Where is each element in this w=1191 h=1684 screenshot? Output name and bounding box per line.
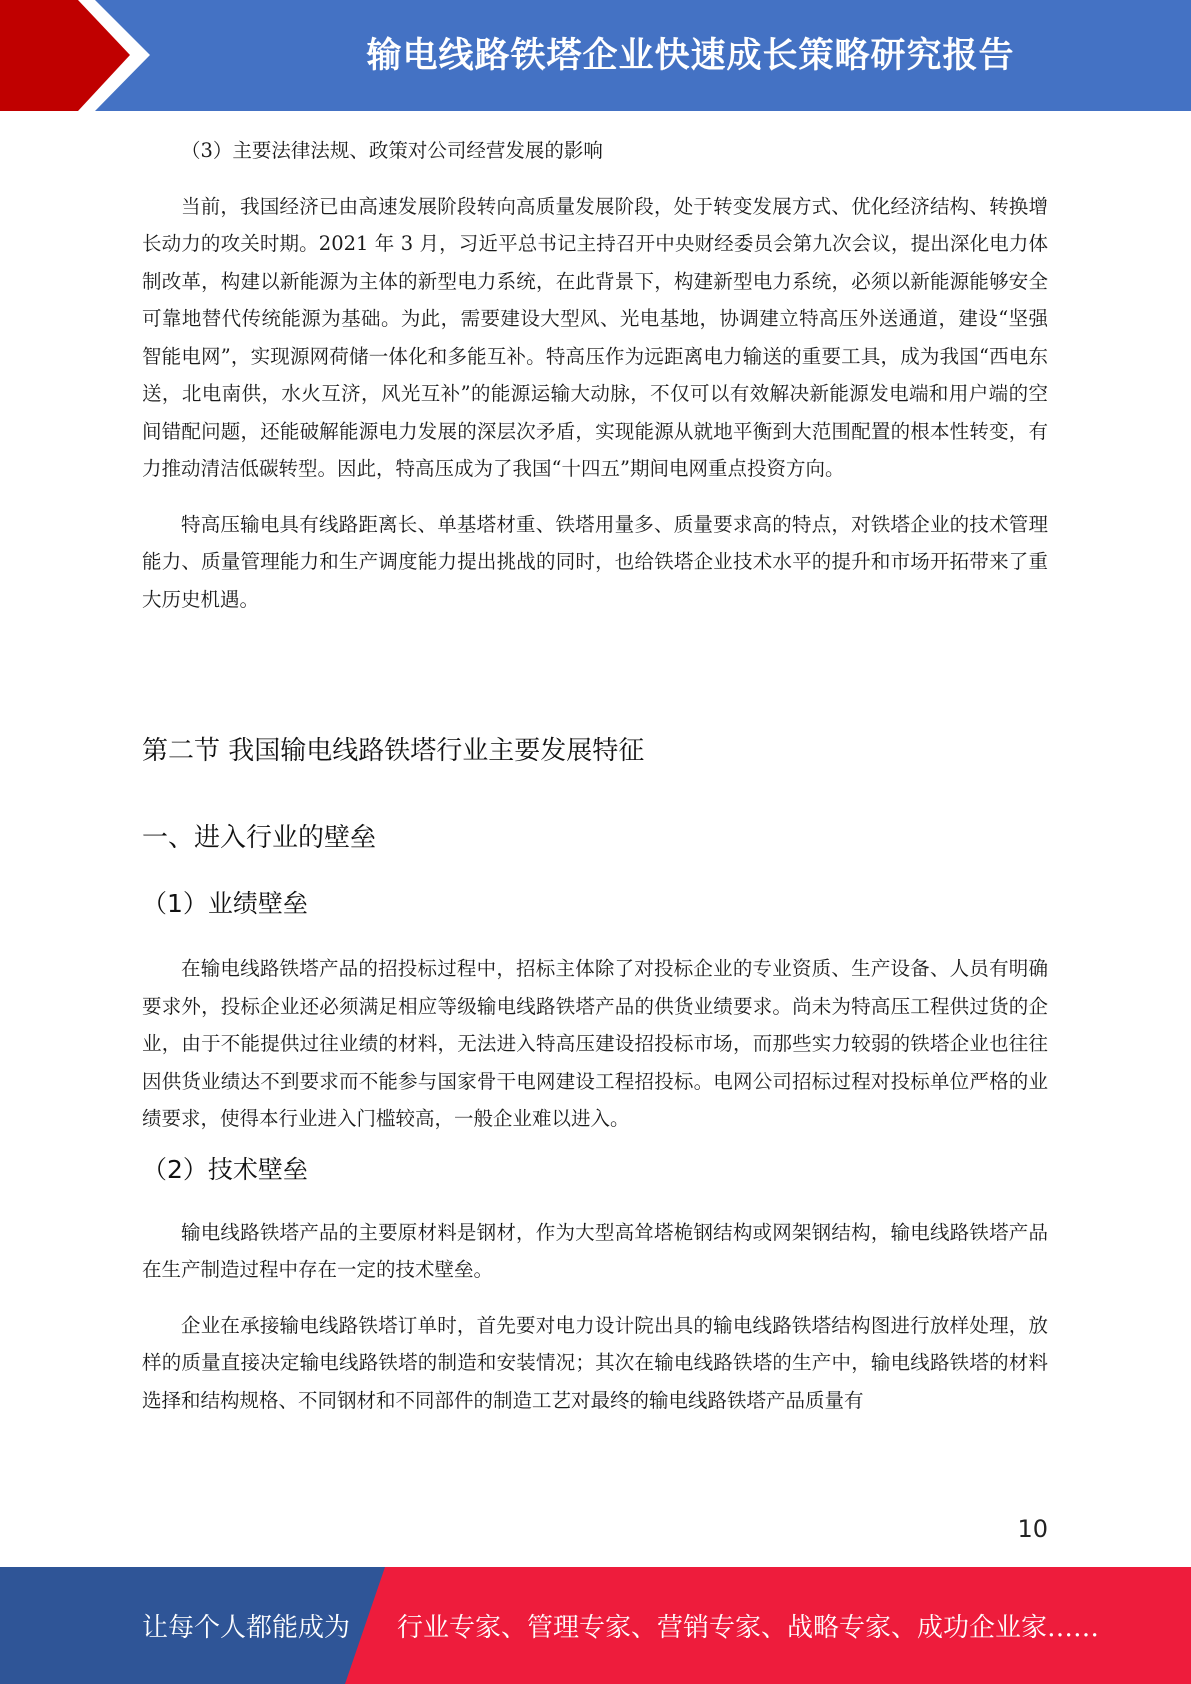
subsection-title: 一、进入行业的壁垒 <box>142 823 377 853</box>
paragraph-uhv-opportunity: 特高压输电具有线路距离长、单基塔材重、铁塔用量多、质量要求高的特点，对铁塔企业的技术管理能力、质量管理能力和生产调度能力提出挑战的同时，也给铁塔企业技术水平的提升和市场开拓带来了重大历史机遇。 <box>142 512 1048 611</box>
page-footer <box>0 1567 1191 1684</box>
paragraph-performance-barrier: 在输电线路铁塔产品的招投标过程中，招标主体除了对投标企业的专业资质、生产设备、人员有明确要求外，投标企业还必须满足相应等级输电线路铁塔产品的供货业绩要求。尚未为特高压工程供过货的企业，由于不能提供过往业绩的材料，无法进入特高压建设招投标市场，而那些实力较弱的铁塔企业也往往因供货业绩达不到要求而不能参与国家骨干电网建设工程招投标。电网公司招标过程对投标单位严格的业绩要求，使得本行业进入门槛较高，一般企业难以进入。 <box>142 957 1048 1130</box>
barrier-technology-title: （2）技术壁垒 <box>142 1154 308 1184</box>
paragraph-technology-barrier: 输电线路铁塔产品的主要原材料是钢材，作为大型高耸塔桅钢结构或网架钢结构，输电线路铁塔产品在生产制造过程中存在一定的技术壁垒。 <box>142 1220 1048 1281</box>
page-header <box>0 0 1191 111</box>
footer-slogan-right: 行业专家、管理专家、营销专家、战略专家、成功企业家…… <box>397 1613 1100 1643</box>
paragraph-policy-heading: （3）主要法律法规、政策对公司经营发展的影响 <box>181 139 603 162</box>
footer-slogan-left: 让每个人都能成为 <box>142 1613 351 1643</box>
header-chevron-icon <box>0 0 160 111</box>
barrier-performance-title: （1）业绩壁垒 <box>142 889 308 918</box>
section-title: 第二节 我国输电线路铁塔行业主要发展特征 <box>142 736 645 766</box>
paragraph-lofting-process: 企业在承接输电线路铁塔订单时，首先要对电力设计院出具的输电线路铁塔结构图进行放样处理，放样的质量直接决定输电线路铁塔的制造和安装情况；其次在输电线路铁塔的生产中，输电线路铁塔的材料选择和结构规格、不同钢材和不同部件的制造工艺对最终的输电线路铁塔产品质量有 <box>142 1313 1048 1412</box>
report-title: 输电线路铁塔企业快速成长策略研究报告 <box>366 36 1015 76</box>
page-number: 10 <box>1017 1515 1048 1543</box>
paragraph-policy-context: 当前，我国经济已由高速发展阶段转向高质量发展阶段，处于转变发展方式、优化经济结构、转换增长动力的攻关时期。2021 年 3 月，习近平总书记主持召开中央财经委员会第九次会议，提出深化电力体制改革，构建以新能源为主体的新型电力系统，在此背景下，构建新型电力系统，必须以新能源能够安全可靠地替代传统能源为基础。为此，需要建设大型风、光电基地，协调建立特高压外送通道，建设“坚强智能电网”，实现源网荷储一体化和多能互补。特高压作为远距离电力输送的重要工具，成为我国“西电东送，北电南供，水火互济，风光互补”的能源运输大动脉，不仅可以有效解决新能源发电端和用户端的空间错配问题，还能破解能源电力发展的深层次矛盾，实现能源从就地平衡到大范围配置的根本性转变，有力推动清洁低碳转型。因此，特高压成为了我国“十四五”期间电网重点投资方向。 <box>142 194 1048 480</box>
page-content <box>142 132 1048 1419</box>
